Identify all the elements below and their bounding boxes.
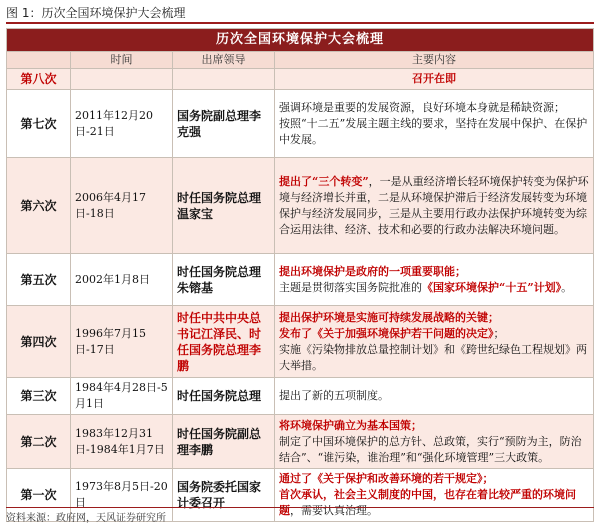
- content-highlight: 提出了“三个转变”: [279, 174, 369, 188]
- leader-cell: 国务院副总理李克强: [173, 90, 275, 158]
- top-rule: [6, 22, 594, 24]
- content-cell: [275, 158, 594, 254]
- session-cell: 第三次: [7, 378, 71, 415]
- leader-cell: [173, 69, 275, 90]
- content-highlight: 《国家环境保护“十五”计划》: [422, 280, 562, 294]
- content-line: 按照“十二五”发展主题主线的要求，坚持在发展中保护、在保护中发展。: [279, 116, 588, 146]
- session-cell: 第七次: [7, 90, 71, 158]
- content-text: 实施《污染物排放总量控制计划》和《跨世纪绿色工程规划》两大举措。: [279, 342, 587, 372]
- time-cell: 2002年1月8日: [71, 254, 173, 306]
- table-row: [7, 254, 594, 306]
- content-text: 主题是贯彻落实国务院批准的: [279, 280, 422, 294]
- content-highlight: 将环境保护确立为基本国策；: [279, 418, 422, 432]
- content-text: 制定了中国环境保护的总方针、总政策，实行“预防为主，防治结合”、“谁污染，谁治理”和“强化环境管理”三大政策。: [279, 434, 582, 464]
- content-highlight: 提出环境保护是政府的一项重要职能；: [279, 264, 466, 278]
- table-row: [7, 306, 594, 378]
- session-cell: 第一次: [7, 469, 71, 522]
- table-header-row: [7, 52, 594, 69]
- content-highlight: 发布了《关于加强环境保护若干问题的决定》: [279, 326, 494, 340]
- table-title-row: [7, 29, 594, 52]
- session-cell: 第八次: [7, 69, 71, 90]
- content-highlight: 首次承认，社会主义制度的中国，也存在着比较严重的环境问题: [279, 488, 576, 517]
- table-row: [7, 69, 594, 90]
- content-text: ，需要认真治理。: [290, 504, 378, 517]
- leader-cell: 时任国务院总理: [173, 378, 275, 415]
- content-cell: [275, 306, 594, 378]
- source-note: 资料来源：政府网，天风证券研究所: [6, 513, 166, 524]
- content-cell: [275, 469, 594, 522]
- header-content: 主要内容: [275, 52, 594, 69]
- content-cell: [275, 378, 594, 415]
- session-cell: 第六次: [7, 158, 71, 254]
- time-cell: 1973年8月5日-20日: [71, 469, 173, 522]
- header-session: [7, 52, 71, 69]
- content-cell: [275, 415, 594, 469]
- content-text: 提出了新的五项制度。: [279, 389, 389, 402]
- time-cell: 1983年12月31日-1984年1月7日: [71, 415, 173, 469]
- time-cell: 1984年4月28日-5月1日: [71, 378, 173, 415]
- content-cell: 召开在即: [275, 69, 594, 90]
- leader-cell: 时任国务院总理温家宝: [173, 158, 275, 254]
- bottom-rule: [6, 507, 594, 508]
- time-cell: 2006年4月17日-18日: [71, 158, 173, 254]
- table-title: 历次全国环境保护大会梳理: [7, 29, 594, 52]
- header-leader: 出席领导: [173, 52, 275, 69]
- conference-table: [6, 28, 594, 522]
- content-cell: [275, 90, 594, 158]
- session-cell: 第四次: [7, 306, 71, 378]
- content-cell: [275, 254, 594, 306]
- session-cell: 第二次: [7, 415, 71, 469]
- time-cell: [71, 69, 173, 90]
- header-time: 时间: [71, 52, 173, 69]
- time-cell: 1996年7月15日-17日: [71, 306, 173, 378]
- content-highlight: 提出保护环境是实施可持续发展战略的关键；: [279, 310, 499, 324]
- content-text: ，一是从重经济增长轻环境保护转变为保护环境与经济增长并重，二是从环境保护滞后于经济发展转变为环境保护与经济发展同步，三是从主要用行政办法保护环境转变为综合运用法律、经济、技术和必要的行政办法解决环境问题。: [279, 174, 589, 236]
- session-cell: 第五次: [7, 254, 71, 306]
- table-row: [7, 378, 594, 415]
- leader-cell: 时任国务院副总理李鹏: [173, 415, 275, 469]
- figure-title: 图 1：历次全国环境保护大会梳理: [6, 6, 186, 20]
- table-row: [7, 415, 594, 469]
- content-text: ；: [493, 326, 505, 340]
- table-row: [7, 158, 594, 254]
- content-text: 。: [561, 280, 573, 294]
- leader-cell: 国务院委托国家计委召开: [173, 469, 275, 522]
- leader-cell: 时任中共中央总书记江泽民、时任国务院总理李鹏: [173, 306, 275, 378]
- time-cell: 2011年12月20日-21日: [71, 90, 173, 158]
- table-row: [7, 90, 594, 158]
- content-line: 强调环境是重要的发展资源，良好环境本身就是稀缺资源；: [279, 100, 565, 114]
- content-highlight: 通过了《关于保护和改善环境的若干规定》；: [279, 472, 494, 485]
- leader-cell: 时任国务院总理朱镕基: [173, 254, 275, 306]
